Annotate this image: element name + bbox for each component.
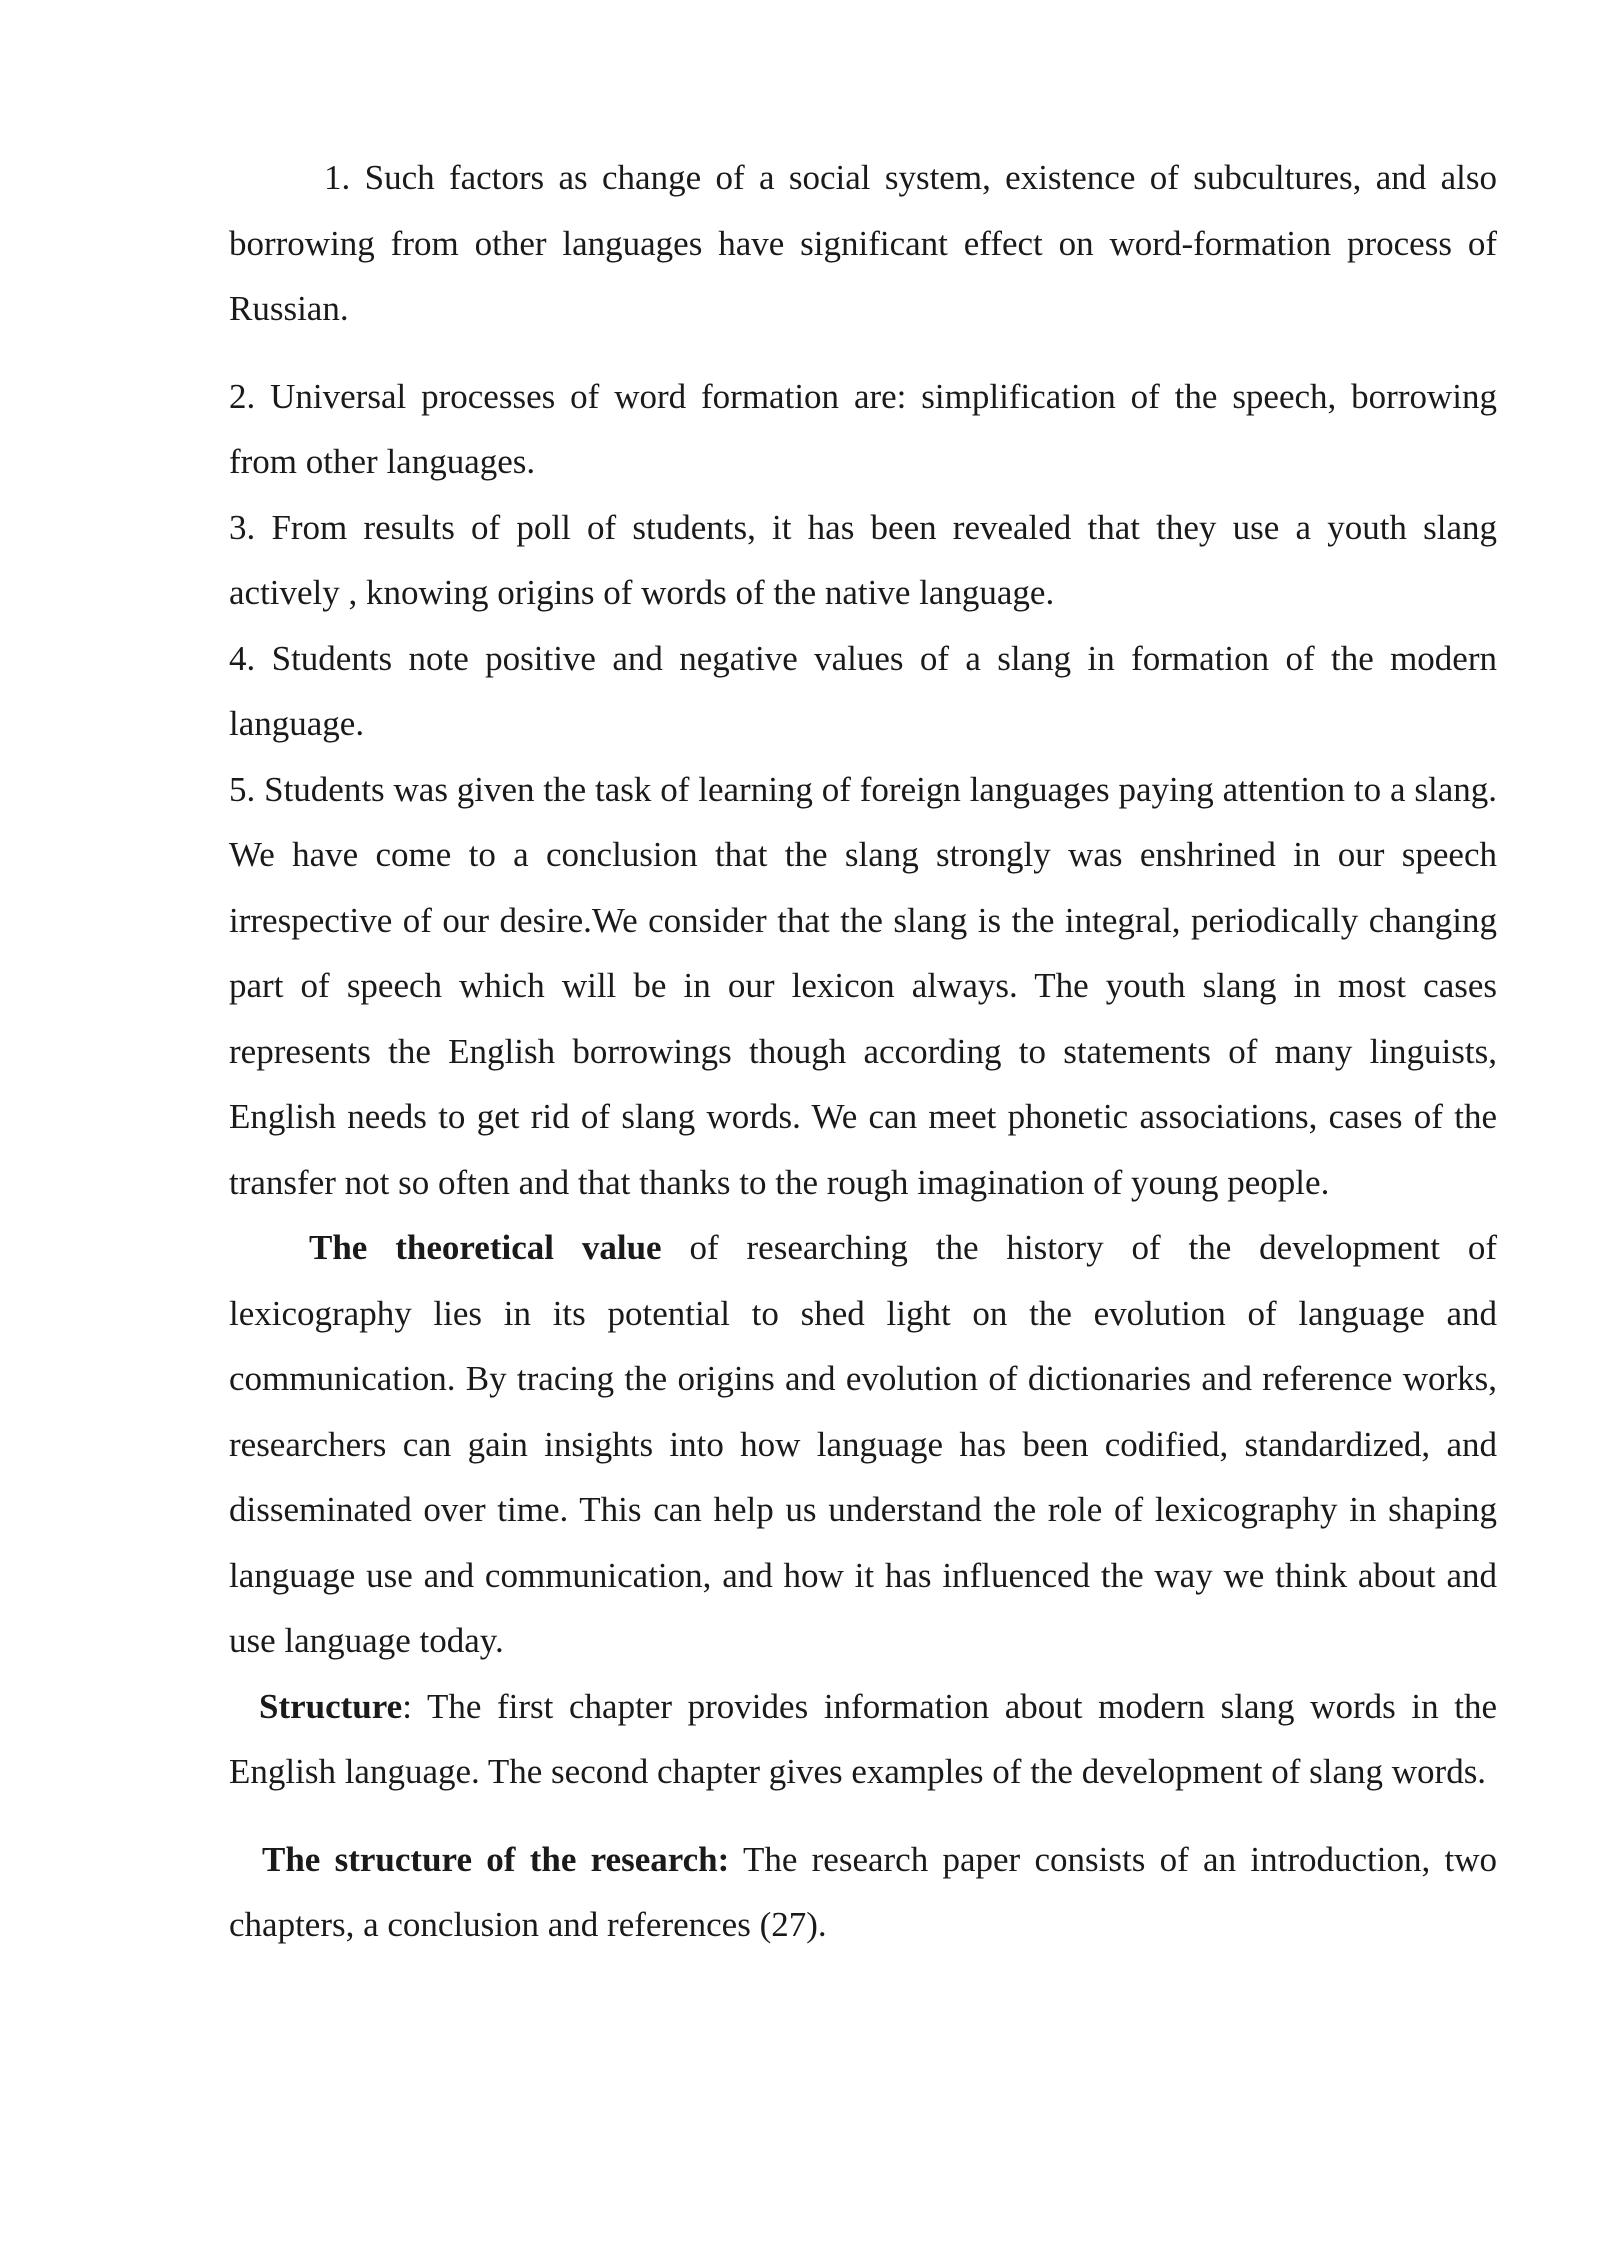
conclusion-item-2: 2. Universal processes of word formation are: simplification of the speech, borrowing from other languages. bbox=[229, 376, 1497, 481]
structure-paragraph bbox=[229, 1674, 1497, 1805]
document-page bbox=[229, 145, 1497, 1958]
theoretical-value-label: The theoretical value bbox=[309, 1228, 662, 1267]
structure-label: Structure bbox=[259, 1686, 403, 1726]
theoretical-value-paragraph bbox=[229, 1215, 1497, 1674]
conclusion-item-4: 4. Students note positive and negative values of a slang in formation of the modern language. bbox=[229, 638, 1497, 743]
conclusion-item-3: 3. From results of poll of students, it has been revealed that they use a youth slang actively , knowing origins of words of the native language. bbox=[229, 507, 1497, 612]
theoretical-value-text: of researching the history of the development of lexicography lies in its potential to shed light on the evolution of language and communication. By tracing the origins and evolution of dictionaries and reference works, researchers can gain insights into how language has been codified, standardized, and disseminated over time. This can help us understand the role of lexicography in shaping language use and communication, and how it has influenced the way we think about and use language today. bbox=[229, 1228, 1497, 1660]
research-structure-text: The research paper consists of an introduction, two chapters, a conclusion and references (27). bbox=[229, 1839, 1497, 1944]
research-structure-label: The structure of the research: bbox=[262, 1839, 730, 1879]
conclusion-item-1: 1. Such factors as change of a social system, existence of subcultures, and also borrowing from other languages have significant effect on word-formation process of Russian. bbox=[229, 158, 1497, 328]
research-structure-paragraph bbox=[229, 1827, 1497, 1958]
conclusion-item-5: 5. Students was given the task of learning of foreign languages paying attention to a slang. We have come to a conclusion that the slang strongly was enshrined in our speech irrespective of our desire.We consider that the slang is the integral, periodically changing part of speech which will be in our lexicon always. The youth slang in most cases represents the English borrowings though according to statements of many linguists, English needs to get rid of slang words. We can meet phonetic associations, cases of the transfer not so often and that thanks to the rough imagination of young people. bbox=[229, 769, 1497, 1202]
structure-text: : The first chapter provides information about modern slang words in the English language. The second chapter gives examples of the development of slang words. bbox=[229, 1686, 1497, 1791]
